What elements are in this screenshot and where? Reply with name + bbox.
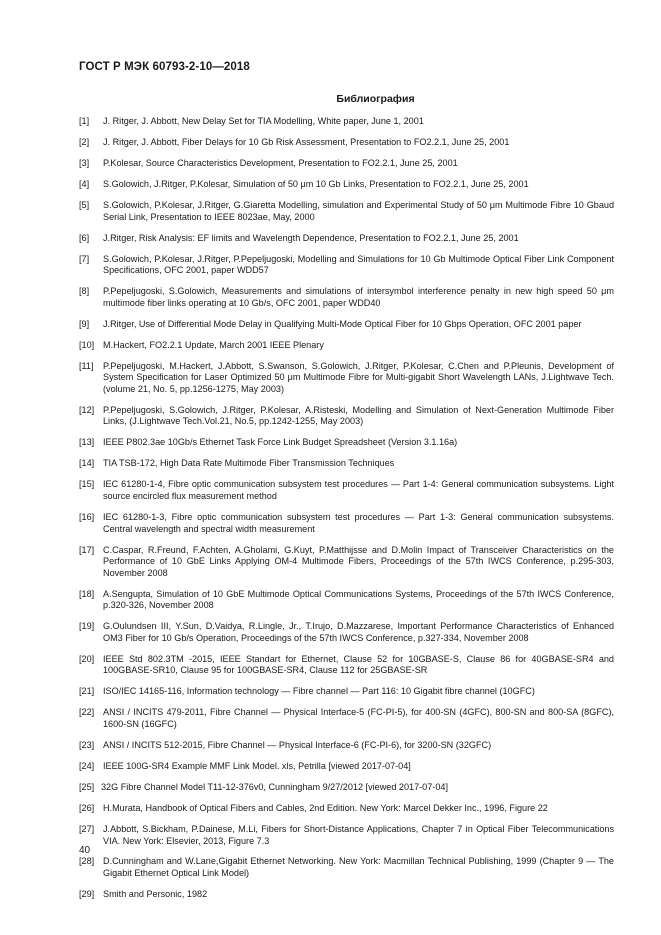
reference-number: [27] (79, 823, 95, 834)
reference-item (79, 233, 614, 245)
reference-number: [14] (79, 458, 95, 469)
reference-text: ANSI / INCITS 512-2015, Fibre Channel — Physical Interface-6 (FC-PI-6), for 3200-SN (32GFC) (103, 739, 492, 750)
reference-item (79, 137, 614, 149)
reference-number: [1] (79, 116, 90, 126)
reference-text: IEEE 100G-SR4 Example MMF Link Model. xls, Petrilla [viewed 2017-07-04] (103, 760, 411, 771)
page-number: 40 (79, 845, 91, 856)
reference-item (79, 686, 614, 698)
reference-text: C.Caspar, R.Freund, F.Achten, A.Gholami, G.Kuyt, P.Matthijsse and D.Molin Impact of Transceiver Characteristics on the Performance of 10 GbE Links Applying OM-4 Multimode Fibers, Proceedings of the 57th IWCS Conference, p.295-303, November 2008 (103, 544, 614, 578)
reference-number: [5] (79, 199, 90, 210)
reference-number: [16] (79, 511, 95, 522)
reference-number: [10] (79, 339, 95, 350)
reference-item (79, 405, 614, 428)
reference-text: H.Murata, Handbook of Optical Fibers and Cables, 2nd Edition. New York: Marcel Dekker Inc., 1996, Figure 22 (103, 802, 548, 813)
reference-item (79, 856, 614, 879)
reference-text: J.Abbott, S.Bickham, P.Dainese, M.Li, Fibers for Short-Distance Applications, Chapter 7 in Optical Fiber Telecommunications VIA. New York: Elsevier, 2013, Figure 7.3 (103, 823, 614, 846)
reference-item (79, 437, 614, 449)
reference-number: [7] (79, 253, 90, 264)
reference-text: S.Golowich, P.Kolesar, J.Ritger, P.Pepeljugoski, Modelling and Simulations for 10 Gb Multimode Optical Fiber Link Component Specifications, OFC 2001, paper WDD57 (103, 253, 614, 276)
reference-item (79, 889, 614, 901)
reference-item (79, 654, 614, 677)
reference-number: [21] (79, 686, 95, 697)
reference-number: [22] (79, 707, 95, 718)
reference-item (79, 116, 614, 128)
reference-item (79, 545, 614, 580)
reference-item (79, 158, 614, 170)
reference-item (79, 286, 614, 309)
reference-text: ISO/IEC 14165-116, Information technology — Fibre channel — Part 116: 10 Gigabit fibre channel (10GFC) (103, 686, 535, 697)
reference-number: [20] (79, 653, 95, 664)
reference-text: J.Ritger, Use of Differential Mode Delay in Qualifying Multi-Mode Optical Fiber for 10 Gbps Operation, OFC 2001 paper (103, 318, 582, 329)
reference-text: P.Pepeljugoski, S.Golowich, Measurements and simulations of intersymbol interference penalty in new high speed 50 μm multimode fiber links operating at 10 Gb/s, OFC 2001, paper WDD40 (103, 286, 614, 308)
reference-number: [12] (79, 404, 95, 415)
reference-text: J. Ritger, J. Abbott, New Delay Set for TIA Modelling, White paper, June 1, 2001 (103, 116, 424, 126)
reference-number: [24] (79, 760, 95, 771)
reference-item (79, 782, 614, 794)
reference-number: [23] (79, 739, 95, 750)
reference-number: [4] (79, 178, 90, 189)
reference-number: [2] (79, 136, 90, 147)
reference-number: [29] (79, 889, 95, 900)
reference-number: [6] (79, 232, 90, 243)
reference-text: 32G Fibre Channel Model T11-12-376v0, Cunningham 9/27/2012 [viewed 2017-07-04] (101, 781, 448, 792)
reference-text: J.Ritger, Risk Analysis: EF limits and Wavelength Dependence, Presentation to FO2.2.1, June 25, 2001 (103, 232, 519, 243)
reference-item (79, 707, 614, 730)
reference-text: Smith and Personic, 1982 (103, 889, 208, 900)
reference-number: [11] (79, 360, 94, 371)
reference-number: [26] (79, 802, 95, 813)
reference-number: [18] (79, 588, 95, 599)
reference-text: P.Pepeljugoski, M.Hackert, J.Abbott, S.Swanson, S.Golowich, J.Ritger, P.Kolesar, C.Chen and P.Pleunis, Development of System Specification for Laser Optimized 50 μm Multimode Fibre for Multi-gigabit Short Wavelength LANs, J.Lightwave Tech. (volume 21, No. 5, pp.1256-1275, May 2003) (103, 360, 614, 394)
reference-text: M.Hackert, FO2.2.1 Update, March 2001 IEEE Plenary (103, 339, 324, 350)
reference-text: IEEE P802.3ae 10Gb/s Ethernet Task Force Link Budget Spreadsheet (Version 3.1.16a) (103, 437, 458, 448)
reference-item (79, 740, 614, 752)
reference-item (79, 179, 614, 191)
reference-text: P.Kolesar, Source Characteristics Development, Presentation to FO2.2.1, June 25, 2001 (103, 157, 458, 168)
reference-item (79, 824, 614, 847)
reference-text: S.Golowich, P.Kolesar, J.Ritger, G.Giaretta Modelling, simulation and Experimental Study of 50 μm Multimode Fibre 10 Gbaud Serial Link, Presentation to IEEE 8023ae, May, 2000 (103, 199, 614, 222)
reference-number: [15] (79, 479, 95, 490)
reference-item (79, 340, 614, 352)
reference-item (79, 512, 614, 535)
reference-text: G.Oulundsen III, Y.Sun, D.Vaidya, R.Lingle, Jr., T.Irujo, D.Mazzarese, Important Performance Characteristics of Enhanced OM3 Fiber for 10 Gb/s Operation, Proceedings of the 57th IWCS Conference, p.327-334, November 2008 (103, 621, 614, 643)
reference-text: A.Sengupta, Simulation of 10 GbE Multimode Optical Communications Systems, Proceedings of the 57th IWCS Conference, p.320-326, November 2008 (103, 588, 614, 611)
reference-text: IEC 61280-1-3, Fibre optic communication subsystem test procedures — Part 1-3: General communication subsystems. Central wavelength and spectral width measurement (103, 511, 614, 534)
reference-item (79, 254, 614, 277)
reference-number: [8] (79, 286, 90, 297)
reference-item (79, 479, 614, 502)
reference-item (79, 361, 614, 396)
reference-number: [13] (79, 437, 95, 448)
reference-text: S.Golowich, J.Ritger, P.Kolesar, Simulation of 50 μm 10 Gb Links, Presentation to FO2.2.1, June 25, 2001 (103, 178, 529, 189)
reference-list (79, 116, 614, 910)
reference-text: J. Ritger, J. Abbott, Fiber Delays for 10 Gb Risk Assessment, Presentation to FO2.2.1, June 25, 2001 (103, 136, 510, 147)
reference-number: [28] (79, 856, 95, 867)
reference-item (79, 589, 614, 612)
reference-text: P.Pepeljugoski, S.Golowich, J.Ritger, P.Kolesar, A.Risteski, Modelling and Simulation of Next-Generation Multimode Fiber Links, (J.Lightwave Tech.Vol.21, No.5, pp.1242-1255, May 2003) (103, 404, 614, 427)
reference-item (79, 200, 614, 223)
reference-number: [19] (79, 621, 95, 632)
bibliography-title: Библиография (336, 93, 415, 105)
reference-item (79, 803, 614, 815)
reference-text: IEEE Std 802.3TM -2015, IEEE Standart for Ethernet, Clause 52 for 10GBASE-S, Clause 86 for 40GBASE-SR4 and 100GBASE-SR10, Clause 95 for 100GBASE-SR4, Clause 112 for 25GBASE-SR (103, 653, 614, 676)
reference-number: [9] (79, 318, 90, 329)
reference-text: TIA TSB-172, High Data Rate Multimode Fiber Transmission Techniques (103, 458, 395, 469)
reference-text: IEC 61280-1-4, Fibre optic communication subsystem test procedures — Part 1-4: General communication subsystems. Light source encircled flux measurement method (103, 479, 614, 501)
document-code-header: ГОСТ Р МЭК 60793-2-10—2018 (79, 61, 250, 73)
reference-number: [3] (79, 157, 90, 168)
reference-item (79, 319, 614, 331)
reference-text: D.Cunningham and W.Lane,Gigabit Ethernet Networking. New York: Macmillan Technical Publishing, 1999 (Chapter 9 — The Gigabit Ethernet Optical Link Model) (103, 856, 614, 879)
reference-item (79, 621, 614, 644)
reference-number: [17] (79, 544, 95, 555)
reference-text: ANSI / INCITS 479-2011, Fibre Channel — Physical Interface-5 (FC-PI-5), for 400-SN (4GFC), 800-SN and 800-SA (8GFC), 1600-SN (16GFC) (103, 707, 614, 729)
reference-number: [25] (79, 781, 95, 792)
reference-item (79, 761, 614, 773)
reference-item (79, 458, 614, 470)
